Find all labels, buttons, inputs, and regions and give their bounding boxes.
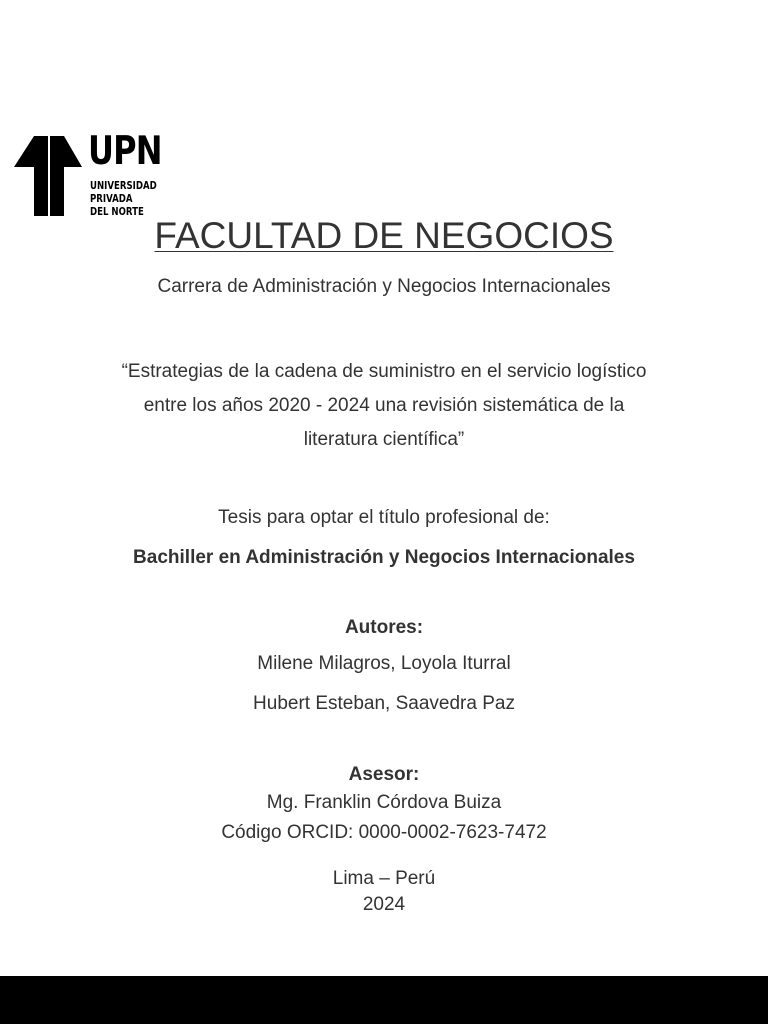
faculty-heading: FACULTAD DE NEGOCIOS xyxy=(154,215,614,256)
logo-line-3: DEL NORTE xyxy=(90,205,144,218)
advisor-heading: Asesor: xyxy=(348,764,420,785)
thesis-title xyxy=(0,355,768,457)
upn-arrow-icon xyxy=(14,136,82,216)
upn-logo xyxy=(14,129,164,219)
career-name: Carrera de Administración y Negocios Internacionales xyxy=(157,276,611,297)
thesis-title-line-3: literatura científica” xyxy=(303,429,465,450)
author-2: Hubert Esteban, Saavedra Paz xyxy=(253,693,515,714)
logo-line-2: PRIVADA xyxy=(90,192,133,205)
thesis-purpose: Tesis para optar el título profesional de: xyxy=(218,507,550,528)
advisor-orcid: Código ORCID: 0000-0002-7623-7472 xyxy=(221,822,547,843)
footer-bar xyxy=(0,976,768,1024)
logo-acronym: UPN xyxy=(88,129,162,174)
thesis-title-line-1: “Estrategias de la cadena de suministro en el servicio logístico xyxy=(121,361,647,382)
thesis-title-line-2: entre los años 2020 - 2024 una revisión sistemática de la xyxy=(143,395,625,416)
advisor-name: Mg. Franklin Córdova Buiza xyxy=(266,792,502,813)
authors-heading: Autores: xyxy=(344,617,424,638)
logo-line-1: UNIVERSIDAD xyxy=(90,179,157,192)
author-1: Milene Milagros, Loyola Iturral xyxy=(257,653,511,674)
place: Lima – Perú xyxy=(332,868,436,889)
year: 2024 xyxy=(362,894,406,915)
degree-title: Bachiller en Administración y Negocios Internacionales xyxy=(133,547,635,568)
